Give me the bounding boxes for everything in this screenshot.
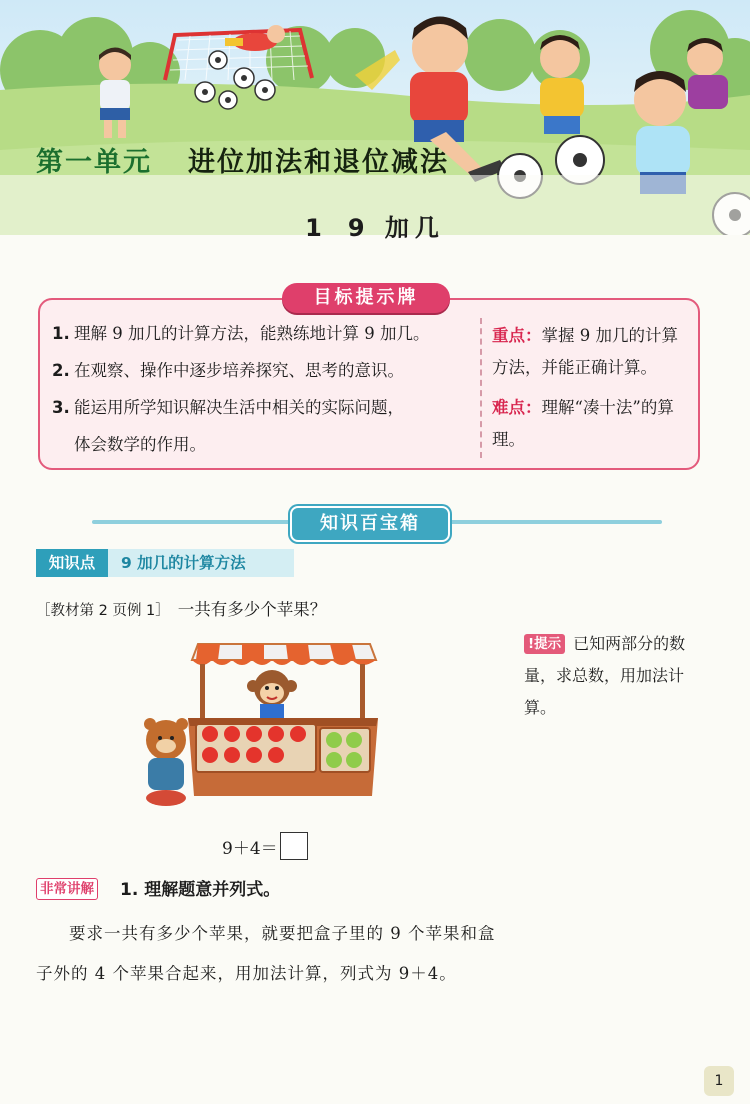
textbook-reference: ［教材第 2 页例 1］	[36, 603, 170, 619]
key-point-label: 重点：	[492, 326, 542, 345]
lesson-title-text: 9 加几	[347, 214, 445, 242]
goals-key-points	[492, 320, 688, 464]
unit-title	[36, 140, 449, 179]
difficulty-point	[492, 392, 688, 456]
header-illustration	[0, 0, 750, 235]
goal-text: 在观察、操作中逐步培养探究、思考的意识。	[74, 361, 404, 380]
unit-label: 第一单元	[36, 147, 152, 178]
knowledge-point-title: 9 加几的计算方法	[121, 554, 246, 572]
soccer-scene-illustration	[0, 0, 750, 235]
goal-number: 1.	[52, 324, 70, 343]
difficulty-text: 理解“凑十法”的算理。	[492, 398, 674, 449]
goal-number: 2.	[52, 361, 70, 380]
equation	[222, 832, 308, 860]
apple-stall-image	[140, 640, 380, 820]
goals-list	[52, 315, 472, 463]
key-point	[492, 320, 688, 384]
equation-text: 9＋4＝	[222, 838, 278, 859]
explanation-body: 要求一共有多少个苹果，就要把盒子里的 9 个苹果和盒子外的 4 个苹果合起来，用加法计算，列式为 9＋4。	[36, 924, 496, 983]
goal-text-continuation: 体会数学的作用。	[74, 435, 206, 454]
goal-item	[52, 315, 472, 352]
goals-badge: 目标提示牌	[282, 283, 450, 313]
lesson-title	[0, 208, 750, 243]
goal-text: 理解 9 加几的计算方法，能熟练地计算 9 加几。	[74, 324, 430, 343]
lesson-number: 1	[305, 214, 328, 242]
goal-item	[52, 352, 472, 389]
example-question	[36, 596, 326, 620]
goal-text: 能运用所学知识解决生活中相关的实际问题，	[74, 398, 404, 417]
hint-box	[524, 628, 714, 724]
knowledge-point-tag: 知识点	[36, 549, 108, 577]
page-number: 1	[704, 1066, 734, 1096]
goal-item	[52, 389, 472, 426]
question-text: 一共有多少个苹果？	[177, 600, 327, 619]
answer-box[interactable]	[280, 832, 308, 860]
goal-number: 3.	[52, 398, 70, 417]
key-point-text: 掌握 9 加几的计算方法，并能正确计算。	[492, 326, 678, 377]
unit-topic: 进位加法和退位减法	[188, 147, 449, 178]
difficulty-label: 难点：	[492, 398, 542, 417]
goals-divider	[480, 318, 482, 458]
explanation-tag: 非常讲解	[36, 878, 98, 900]
hint-text: 已知两部分的数量，求总数，用加法计算。	[524, 634, 686, 717]
hint-tag: !提示	[524, 634, 565, 654]
explanation-heading: 1. 理解题意并列式。	[120, 880, 281, 900]
fruit-stall-illustration	[140, 640, 380, 824]
knowledge-badge: 知识百宝箱	[290, 506, 450, 542]
